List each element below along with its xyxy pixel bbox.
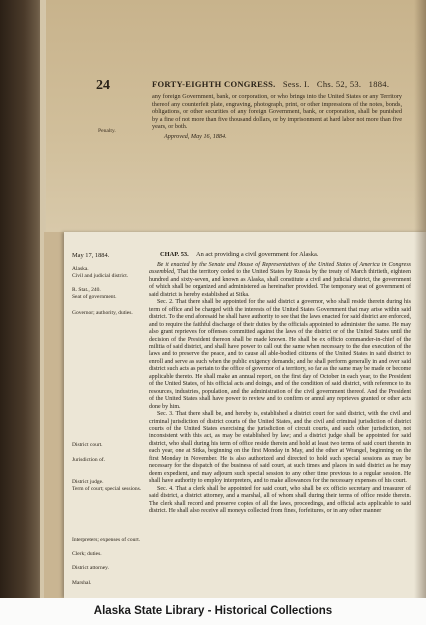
footer-credit: Alaska State Library - Historical Collections	[93, 605, 333, 617]
previous-act-text	[152, 93, 402, 141]
margin-note-interpreters: Interpreters; expenses of court.	[72, 537, 141, 543]
book-binding	[0, 0, 44, 598]
chapter-body	[149, 262, 411, 515]
running-head-year: 1884.	[368, 79, 390, 89]
chapter-heading	[160, 251, 410, 258]
margin-note-district-attorney: District attorney.	[72, 565, 109, 571]
margin-note-alaska: Alaska.	[72, 266, 89, 272]
section-2: Sec. 2. That there shall be appointed for the said district a governor, who shall reside therein during his term of office and be charged with the interests of the United States Government that may arise within said district. To the end aforesaid he shall have authority to see that the laws enacted for said district are enforced, and to require the faithful discharge of their duties by the officials appointed to administer the same. He may also grant reprieves for offenses committed against the laws of the district or of the United States until the decision of the President thereon shall be made known. He shall be ex officio commander-in-chief of the militia of said district, and shall have power to call out the same when necessary to the due execution of the laws and to preserve the peace, and to cause all able-bodied citizens of the United States in said district to enroll and serve as such when the public exigency demands; and he shall perform generally in and over said district such acts as pertain to the office of governor of a territory, so far as the same may be made or become applicable thereto. He shall make an annual report, on the first day of October in each year, to the President of the United States, of his official acts and doings, and of the condition of said district, with reference to its resources, industries, population, and the administration of the civil government thereof. And the President of the United States shall have power to review and to confirm or annul any reprieves granted or other acts done by him.	[149, 299, 411, 410]
margin-note-marshal: Marshal.	[72, 580, 92, 586]
margin-note-district-court: District court.	[72, 442, 103, 448]
running-head-congress: FORTY-EIGHTH CONGRESS.	[152, 79, 276, 89]
running-head	[152, 79, 412, 89]
margin-note-jurisdiction: Jurisdiction of.	[72, 457, 105, 463]
approved-date: Approved, May 16, 1884.	[164, 132, 227, 140]
margin-note-penalty: Penalty.	[98, 128, 116, 134]
page-number: 24	[96, 78, 110, 93]
margin-note-clerk: Clerk; duties.	[72, 551, 102, 557]
running-head-session: Sess. I.	[282, 79, 310, 89]
margin-note-term-of-court: Term of court; special sessions.	[72, 486, 142, 492]
margin-note-governor: Governor; authority, duties.	[72, 310, 133, 316]
page-margin-strip	[44, 232, 66, 598]
margin-note-civil-district: Civil and judicial district.	[72, 273, 129, 279]
chapter-title: CHAP. 53.	[160, 251, 189, 258]
margin-note-seat: Seat of government.	[72, 294, 117, 300]
footer-bar	[0, 598, 426, 625]
section-1-text: That the territory ceded to the United States by Russia by the treaty of March thirtieth, eighteen hundred and sixty-seven, and known as Alaska, shall constitute a civil and judicial district, the government of which shall be organized and administered as hereinafter provided. The temporary seat of government of said district is hereby established at Sitka.	[149, 269, 411, 298]
running-head-chapters: Chs. 52, 53.	[316, 79, 362, 89]
chapter-description: An act providing a civil government for Alaska.	[195, 251, 319, 258]
margin-note-district-judge: District judge.	[72, 479, 104, 485]
enacting-clause: Be it enacted by the Senate and House of Representatives of the United States of America in Congress assembled,	[149, 262, 411, 276]
chapter-date: May 17, 1884.	[72, 252, 110, 259]
previous-act-paragraph: any foreign Government, bank, or corporation, or who brings into the United States or any Territory thereof any counterfeit plate, engraving, photograph, print, or other impressions of the notes, bonds, obligations, or other securities of any foreign Government, bank, or corporation, shall be punished by a fine of not more than five thousand dollars, or by imprisonment at hard labor not more than five years, or both.	[152, 93, 402, 131]
section-1	[149, 262, 411, 299]
margin-note-statute: R. Stat., 240.	[72, 287, 101, 293]
section-4: Sec. 4. That a clerk shall be appointed for said court, who shall be ex officio secretary and treasurer of said district, a district attorney, and a marshal, all of whom shall during their terms of office reside therein. The clerk shall record and preserve copies of all the laws, proceedings, and official acts applicable to said district. He shall also receive all moneys collected from fines, forfeitures, or in any other manner	[149, 485, 411, 514]
section-3: Sec. 3. That there shall be, and hereby is, established a district court for said district, with the civil and criminal jurisdiction of district courts of the United States, and the civil and criminal jurisdiction of district courts of the United States exercising the jurisdiction of circuit courts, and such other jurisdiction, not inconsistent with this act, as may be established by law; and a district judge shall be appointed for said district, who shall during his term of office reside therein and hold at least two terms of said court therein in each year, one at Sitka, beginning on the first Monday in May, and the other at Wrangel, beginning on the first Monday in November. He is also authorized and directed to hold such special sessions as may be necessary for the dispatch of the business of said court, at such times and places in said district as he may deem expedient, and may adjourn such special session to any other time previous to a regular session. He shall have authority to employ interpreters, and to make allowances for the necessary expenses of his court.	[149, 411, 411, 485]
page-right-shadow	[414, 0, 426, 598]
